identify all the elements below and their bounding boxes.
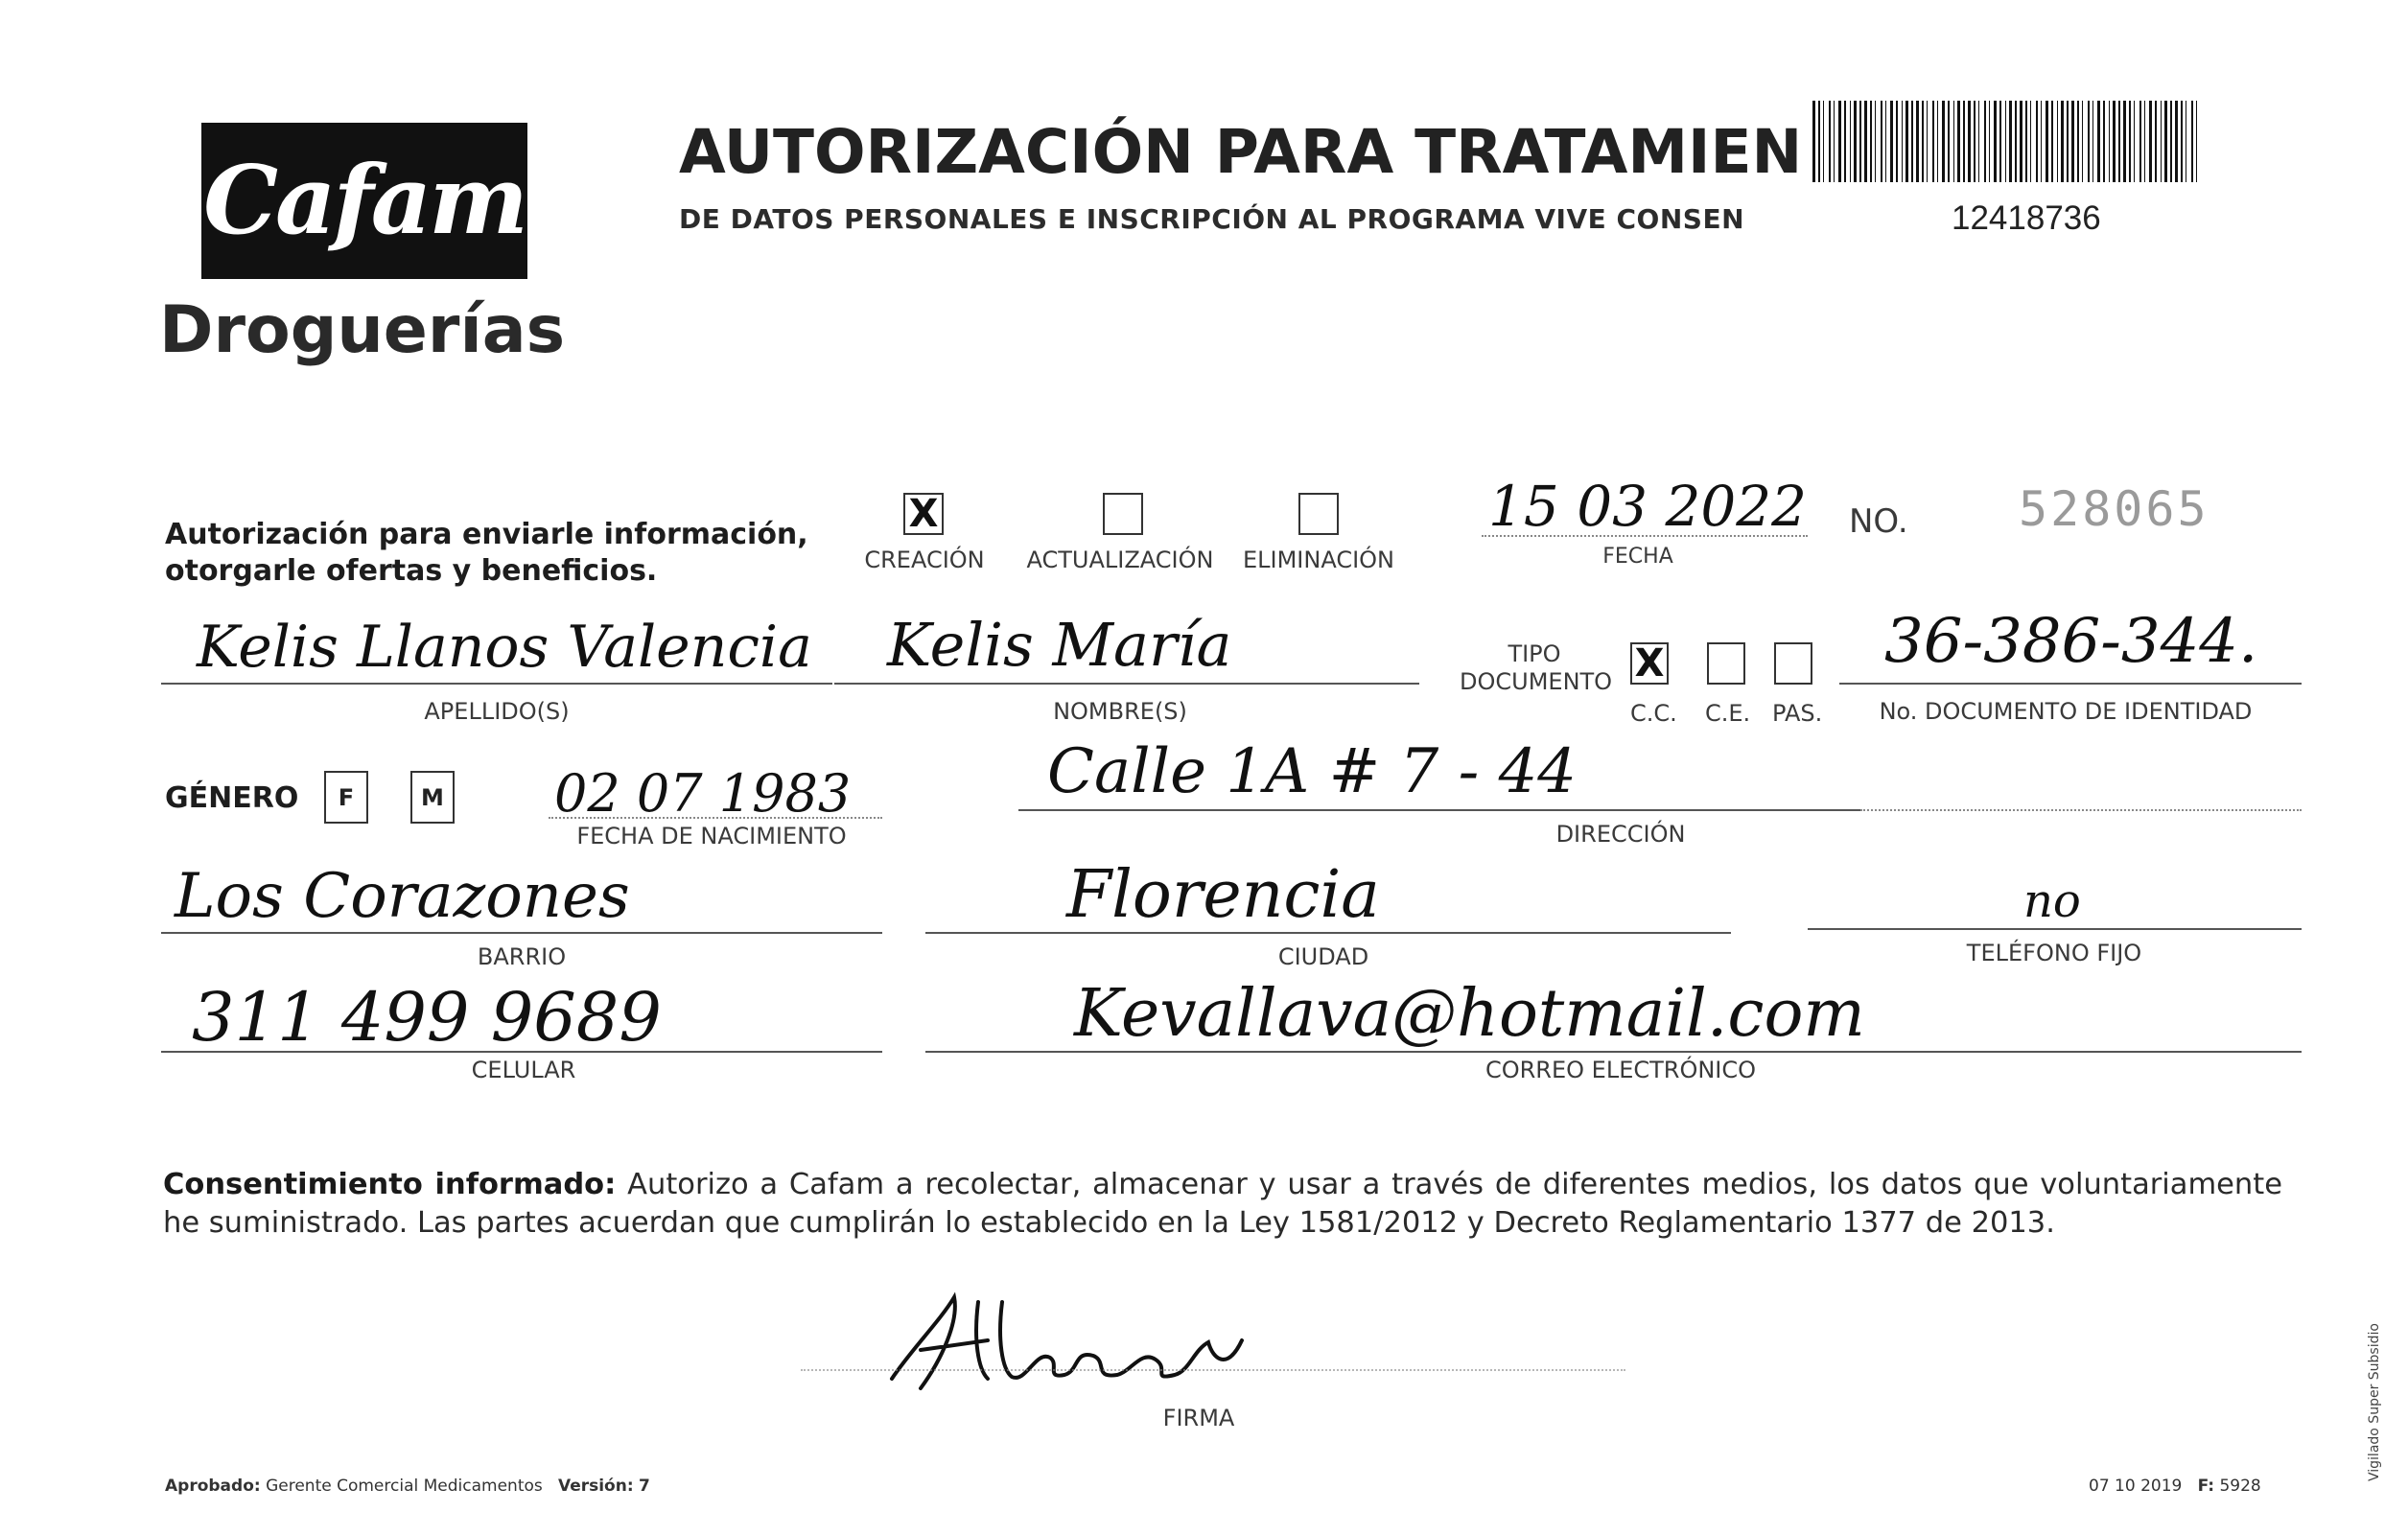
cc-check-mark: X: [1634, 641, 1665, 686]
barcode-bar: [1896, 101, 1898, 182]
documento-label: No. DOCUMENTO DE IDENTIDAD: [1879, 698, 2253, 725]
fecha-label: FECHA: [1602, 545, 1673, 569]
version-value: 7: [639, 1477, 650, 1496]
barcode-bar: [2139, 101, 2141, 182]
telefono-label: TELÉFONO FIJO: [1966, 940, 2142, 966]
version-label: Versión:: [557, 1477, 634, 1496]
ce-checkbox[interactable]: [1707, 642, 1745, 685]
ciudad-line: [925, 932, 1731, 934]
barcode-bar: [1974, 101, 1975, 182]
form-title: AUTORIZACIÓN PARA TRATAMIEN: [679, 117, 1803, 187]
barcode-bar: [2103, 101, 2105, 182]
apellidos-label: APELLIDO(S): [424, 698, 570, 725]
barcode-bar: [2155, 101, 2157, 182]
barcode-bar: [1968, 101, 1971, 182]
cafam-logo: [201, 123, 527, 279]
barcode-bar: [1818, 101, 1820, 182]
nacimiento-label: FECHA DE NACIMIENTO: [576, 823, 847, 849]
consent-text: Autorizo a Cafam a recolectar, almacenar y usar a través de diferentes medios, los datos que voluntariamente he suministrado. Las partes acuerdan que cumplirán lo establecido en la Ley 1581/2012 y Decreto Reglamentario 1377 de 2013.: [163, 1168, 2282, 1240]
barcode-bar: [1942, 101, 1945, 182]
genero-m-label: M: [421, 783, 444, 811]
celular-line: [161, 1051, 882, 1053]
numero-label: NO.: [1849, 502, 1908, 541]
barrio-label: BARRIO: [477, 943, 567, 970]
barcode-bar: [1812, 101, 1815, 182]
barcode-bar: [1978, 101, 1979, 182]
documento-line: [1839, 683, 2302, 685]
correo-line: [925, 1051, 2302, 1053]
barcode-bar: [2161, 101, 2162, 182]
vertical-text: Vigilado Super Subsidio: [2367, 1323, 2382, 1481]
barcode-bar: [1902, 101, 1903, 182]
barcode-bar: [1838, 101, 1841, 182]
barcode: [1812, 101, 2201, 182]
telefono-line: [1808, 928, 2302, 930]
barcode-bar: [2005, 101, 2006, 182]
barcode-bar: [2196, 101, 2197, 182]
form-subtitle: DE DATOS PERSONALES E INSCRIPCIÓN AL PROGRAMA VIVE CONSEN: [679, 203, 1745, 235]
correo-value[interactable]: Kevallava@hotmail.com: [1074, 976, 1865, 1052]
barcode-bar: [1829, 101, 1831, 182]
barcode-bar: [2191, 101, 2193, 182]
nombres-line: [834, 683, 1419, 685]
footer-right: [2089, 1477, 2261, 1496]
genero-label: GÉNERO: [165, 781, 299, 815]
barcode-bar: [1927, 101, 1928, 182]
barcode-bar: [2057, 101, 2058, 182]
barcode-bar: [1905, 101, 1908, 182]
celular-label: CELULAR: [471, 1057, 576, 1083]
eliminacion-checkbox[interactable]: [1298, 493, 1339, 535]
aprobado-value: Gerente Comercial Medicamentos: [266, 1477, 543, 1496]
barcode-bar: [2144, 101, 2145, 182]
nombres-value[interactable]: Kelis María: [887, 610, 1232, 680]
barcode-bar: [2025, 101, 2027, 182]
form-label: F:: [2197, 1477, 2215, 1496]
barcode-bar: [2118, 101, 2120, 182]
barcode-bar: [2051, 101, 2053, 182]
nombres-label: NOMBRE(S): [1053, 698, 1187, 725]
barcode-bar: [1953, 101, 1954, 182]
barcode-bar: [2181, 101, 2183, 182]
barcode-bar: [2129, 101, 2131, 182]
form-value: 5928: [2219, 1477, 2261, 1496]
barcode-bar: [1834, 101, 1835, 182]
nacimiento-line: [549, 817, 882, 819]
barcode-bar: [1963, 101, 1965, 182]
barcode-bar: [2088, 101, 2090, 182]
barcode-bar: [1922, 101, 1924, 182]
barcode-bar: [2092, 101, 2093, 182]
telefono-value[interactable]: no: [2023, 874, 2081, 928]
firma-line: [801, 1369, 1625, 1371]
barcode-bar: [2109, 101, 2110, 182]
signature: [882, 1283, 1314, 1398]
barcode-bar: [2175, 101, 2178, 182]
ce-label: C.E.: [1705, 700, 1751, 727]
barcode-bar: [2009, 101, 2012, 182]
barcode-bar: [1999, 101, 2001, 182]
barcode-bar: [1916, 101, 1919, 182]
genero-f-checkbox[interactable]: [324, 771, 368, 824]
barcode-bar: [2164, 101, 2167, 182]
barcode-bar: [1881, 101, 1882, 182]
numero-value: 528065: [2019, 481, 2209, 537]
ciudad-label: CIUDAD: [1277, 943, 1369, 970]
barcode-bar: [2041, 101, 2042, 182]
firma-label: FIRMA: [1162, 1405, 1235, 1431]
creacion-check-mark: X: [908, 492, 939, 536]
barcode-number: 12418736: [1952, 199, 2101, 237]
barcode-bar: [1875, 101, 1876, 182]
barcode-bar: [2149, 101, 2152, 182]
barrio-value[interactable]: Los Corazones: [175, 861, 630, 932]
apellidos-line: [161, 683, 832, 685]
barcode-bar: [1859, 101, 1861, 182]
nacimiento-value[interactable]: 02 07 1983: [554, 763, 852, 824]
barcode-bar: [1932, 101, 1934, 182]
barcode-bar: [1854, 101, 1857, 182]
cc-label: C.C.: [1630, 700, 1677, 727]
celular-value[interactable]: 311 499 9689: [192, 978, 662, 1057]
ciudad-value[interactable]: Florencia: [1066, 857, 1380, 933]
creacion-checkbox[interactable]: [903, 493, 944, 535]
barcode-bar: [1870, 101, 1872, 182]
barcode-bar: [2134, 101, 2135, 182]
consent-paragraph: [163, 1166, 2282, 1243]
footer-left: [165, 1477, 650, 1496]
barcode-bar: [2061, 101, 2064, 182]
aprobado-label: Aprobado:: [165, 1477, 261, 1496]
barcode-bar: [1948, 101, 1950, 182]
barcode-bar: [2015, 101, 2017, 182]
barcode-bar: [1844, 101, 1846, 182]
direccion-line-end: [1860, 809, 2302, 811]
barcode-bar: [1885, 101, 1886, 182]
brand-name: Droguerías: [159, 292, 566, 368]
barcode-bar: [1994, 101, 1997, 182]
barcode-bar: [1937, 101, 1938, 182]
barcode-bar: [1984, 101, 1986, 182]
footer-date: 07 10 2019: [2089, 1477, 2183, 1496]
genero-f-label: F: [338, 783, 355, 811]
barcode-bar: [2036, 101, 2038, 182]
pas-checkbox[interactable]: [1774, 642, 1812, 685]
documento-value[interactable]: 36-386-344.: [1884, 606, 2258, 677]
eliminacion-label: ELIMINACIÓN: [1242, 547, 1395, 573]
fecha-line: [1482, 535, 1808, 537]
barcode-bar: [1864, 101, 1867, 182]
barcode-bar: [1989, 101, 1990, 182]
fecha-value[interactable]: 15 03 2022: [1488, 474, 1808, 539]
tipo-documento-label-2: DOCUMENTO: [1460, 668, 1613, 695]
creacion-label: CREACIÓN: [864, 547, 985, 573]
consent-heading: Consentimiento informado:: [163, 1168, 617, 1201]
pas-label: PAS.: [1772, 700, 1823, 727]
barcode-bar: [2082, 101, 2083, 182]
apellidos-value[interactable]: Kelis Llanos Valencia: [197, 614, 812, 681]
barcode-bar: [2046, 101, 2048, 182]
cc-checkbox[interactable]: [1630, 642, 1669, 685]
barcode-bar: [2020, 101, 2022, 182]
genero-m-checkbox[interactable]: [410, 771, 455, 824]
barcode-bar: [1890, 101, 1893, 182]
logo-text: Cafam: [203, 146, 526, 256]
barcode-bar: [2071, 101, 2074, 182]
barcode-bar: [2170, 101, 2172, 182]
barrio-line: [161, 932, 882, 934]
direccion-label: DIRECCIÓN: [1555, 821, 1686, 848]
barcode-bar: [1911, 101, 1913, 182]
barcode-bar: [2077, 101, 2079, 182]
tipo-documento-label-1: TIPO: [1508, 640, 1561, 667]
barcode-bar: [2123, 101, 2126, 182]
barcode-bar: [2113, 101, 2116, 182]
actualizacion-checkbox[interactable]: [1103, 493, 1143, 535]
barcode-bar: [2067, 101, 2069, 182]
barcode-bar: [1957, 101, 1960, 182]
direccion-value[interactable]: Calle 1A # 7 - 44: [1047, 736, 1577, 807]
barcode-bar: [1823, 101, 1824, 182]
intro-line-1: Autorización para enviarle información,: [165, 518, 808, 551]
intro-line-2: otorgarle ofertas y beneficios.: [165, 554, 658, 588]
barcode-bar: [2030, 101, 2031, 182]
direccion-line: [1018, 809, 1860, 811]
barcode-bar: [1850, 101, 1851, 182]
actualizacion-label: ACTUALIZACIÓN: [1026, 547, 1214, 573]
barcode-bar: [2097, 101, 2100, 182]
correo-label: CORREO ELECTRÓNICO: [1485, 1057, 1757, 1083]
